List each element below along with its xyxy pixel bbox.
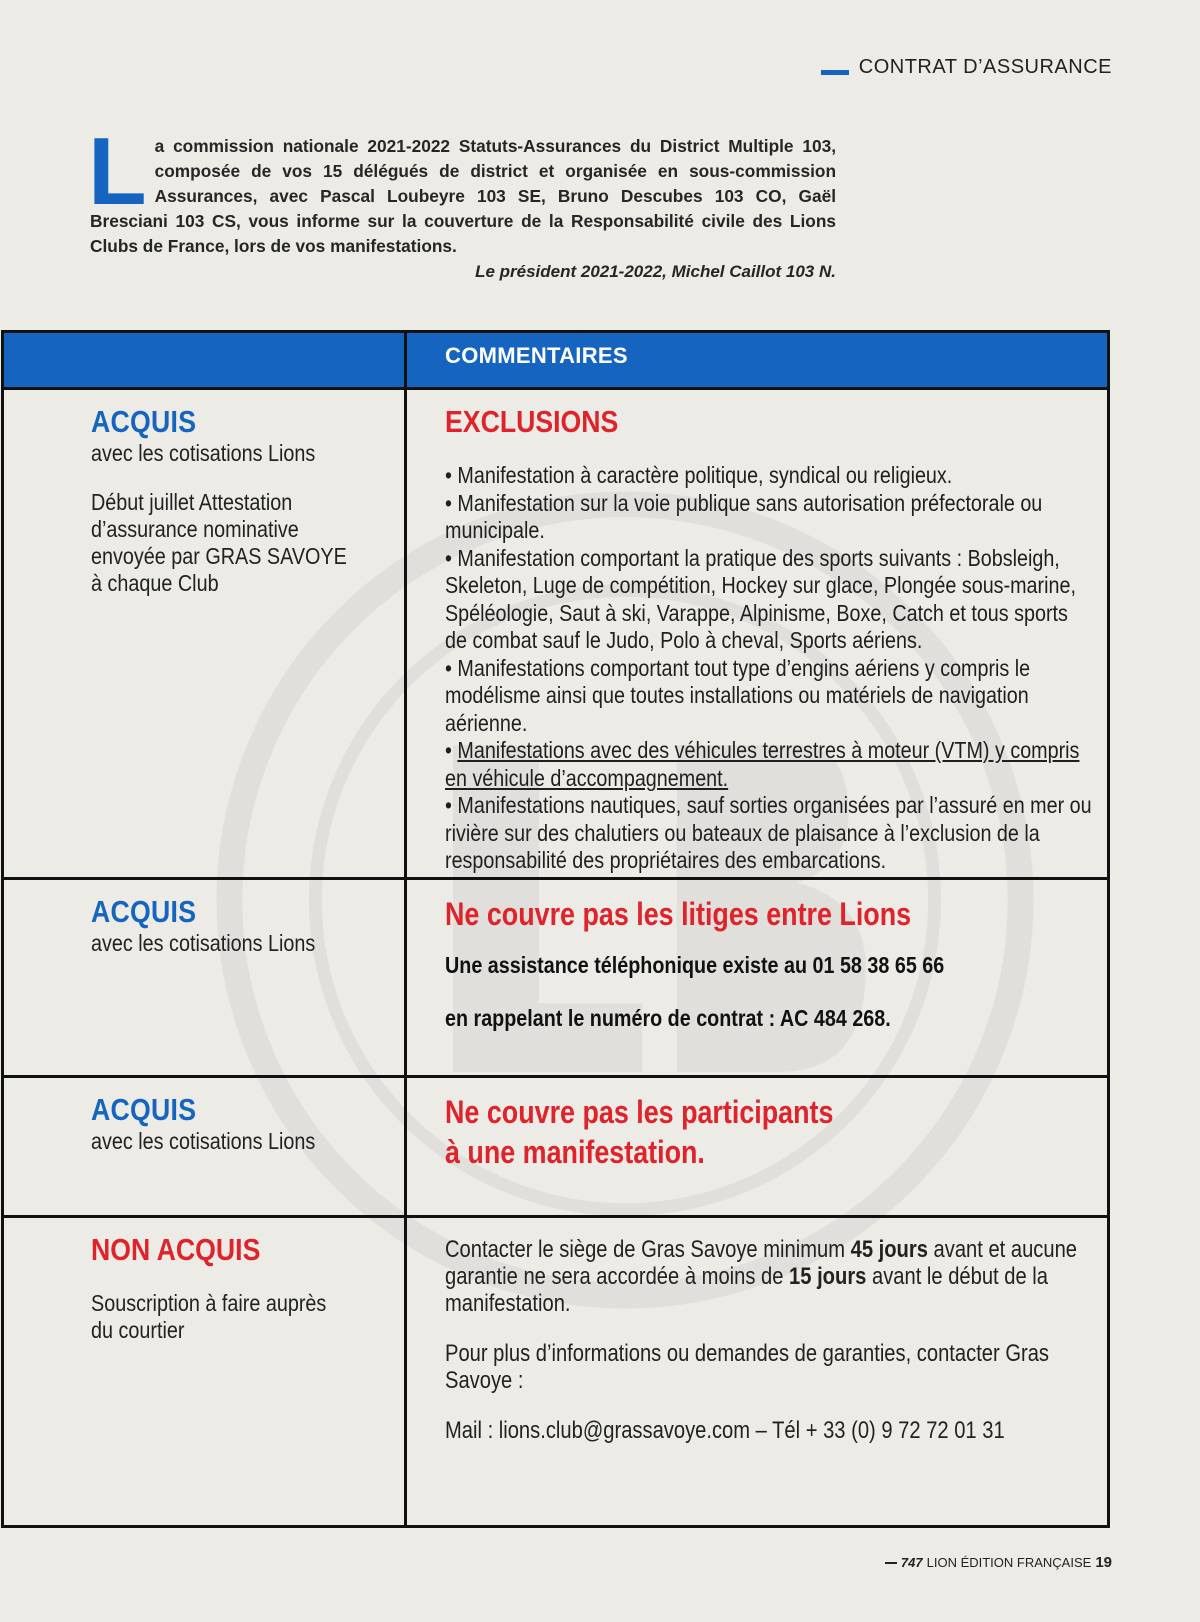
dropcap: L: [88, 118, 147, 225]
section-header: [821, 56, 1112, 79]
list-item: • Manifestations nautiques, sauf sorties organisées par l’assuré en mer ou rivière sur des chalutiers ou bateaux de plaisance à l’exclusion de la responsabilité des propriétaires des embarcations.: [445, 792, 1092, 873]
status-label: ACQUIS: [91, 894, 197, 929]
deadline-15-days: 15 jours: [789, 1263, 867, 1290]
comment-cell: [406, 1217, 1109, 1527]
intro-text: a commission nationale 2021-2022 Statuts-Assurances du District Multiple 103, composée de vos 15 délégués de district et organisée en sous-commission Assurances, avec Pascal Loubeyre 103 SE, Bruno Descubes 103 CO, Gaël Bresciani 103 CS, vous informe sur la couverture de la Responsabilité civile des Lions Clubs de France, lors de vos manifestations.: [90, 136, 836, 256]
vtm-exclusion-text: Manifestations avec des véhicules terrestres à moteur (VTM) y compris en véhicule d’accompagnement.: [445, 737, 1080, 791]
list-item: • Manifestation à caractère politique, syndical ou religieux.: [445, 462, 953, 488]
status-cell: [3, 389, 406, 879]
table-header-row: [3, 332, 1109, 389]
bullet-mark: •: [445, 737, 452, 763]
participants-title-line2: à une manifestation.: [445, 1134, 705, 1170]
deadline-text: avant le début de la manifestation.: [445, 1263, 1048, 1317]
list-item: • Manifestation comportant la pratique des sports suivants : Bobsleigh, Skeleton, Luge de compétition, Hockey sur glace, Plongée sous-marine, Spéléologie, Saut à ski, Varappe, Alpinisme, Boxe, Catch et tous sports de combat sauf le Judo, Polo à cheval, Sports aériens.: [445, 544, 1076, 653]
contact-details: Mail : lions.club@grassavoye.com – Tél + 33 (0) 9 72 72 01 31: [445, 1417, 1005, 1444]
header-cell-empty: [3, 332, 406, 389]
status-label: ACQUIS: [91, 1092, 197, 1127]
status-label: NON ACQUIS: [91, 1232, 261, 1267]
magazine-name: LION ÉDITION FRANÇAISE: [926, 1555, 1092, 1570]
list-item: • Manifestation sur la voie publique sans autorisation préfectorale ou municipale.: [445, 489, 1043, 543]
header-cell-comments: COMMENTAIRES: [406, 332, 1109, 389]
status-cell: [3, 1217, 406, 1527]
comment-cell: [406, 879, 1109, 1077]
participants-title-line1: Ne couvre pas les participants: [445, 1094, 834, 1130]
status-cell: [3, 879, 406, 1077]
footer-dash: [885, 1562, 897, 1564]
signature: Le président 2021-2022, Michel Caillot 103 N.: [475, 262, 836, 281]
deadline-45-days: 45 jours: [850, 1236, 928, 1263]
litiges-title: Ne couvre pas les litiges entre Lions: [445, 896, 912, 932]
insurance-table: [1, 330, 1110, 1528]
status-subtitle: avec les cotisations Lions: [91, 440, 316, 466]
comment-cell: [406, 389, 1109, 879]
table-row-participants: [3, 1077, 1109, 1217]
intro-paragraph: [88, 118, 836, 259]
page-footer: [885, 1554, 1112, 1571]
exclusions-list: [445, 462, 1093, 875]
section-title: CONTRAT D’ASSURANCE: [858, 56, 1112, 78]
subscription-note: Souscription à faire auprès du courtier: [91, 1290, 327, 1343]
exclusions-title: EXCLUSIONS: [445, 404, 619, 439]
table-row-exclusions: [3, 389, 1109, 879]
status-label: ACQUIS: [91, 404, 197, 439]
deadline-text: Contacter le siège de Gras Savoye minimum: [445, 1236, 851, 1263]
deadline-paragraph: [445, 1236, 1093, 1317]
contact-paragraph: Pour plus d’informations ou demandes de garanties, contacter Gras Savoye :: [445, 1340, 1050, 1394]
page-number: 19: [1095, 1554, 1112, 1571]
table-row-litiges: [3, 879, 1109, 1077]
list-item: [445, 737, 1093, 792]
status-subtitle: avec les cotisations Lions: [91, 1128, 316, 1154]
issue-number: 747: [900, 1555, 923, 1570]
list-item: • Manifestations comportant tout type d’engins aériens y compris le modélisme ainsi que toutes installations ou matériels de navigation aérienne.: [445, 654, 1031, 736]
attestation-note: Début juillet Attestation d’assurance nominative envoyée par GRAS SAVOYE à chaque Club: [91, 489, 347, 596]
header-accent-bar: [821, 70, 849, 75]
comment-cell: [406, 1077, 1109, 1217]
contract-number-line: en rappelant le numéro de contrat : AC 484 268.: [445, 1005, 891, 1031]
assistance-phone-line: Une assistance téléphonique existe au 01 58 38 65 66: [445, 952, 945, 978]
table-row-non-acquis: [3, 1217, 1109, 1527]
status-subtitle: avec les cotisations Lions: [91, 930, 316, 956]
status-cell: [3, 1077, 406, 1217]
deadline-text: avant et aucune garantie ne sera accordée à moins de: [445, 1236, 1078, 1290]
